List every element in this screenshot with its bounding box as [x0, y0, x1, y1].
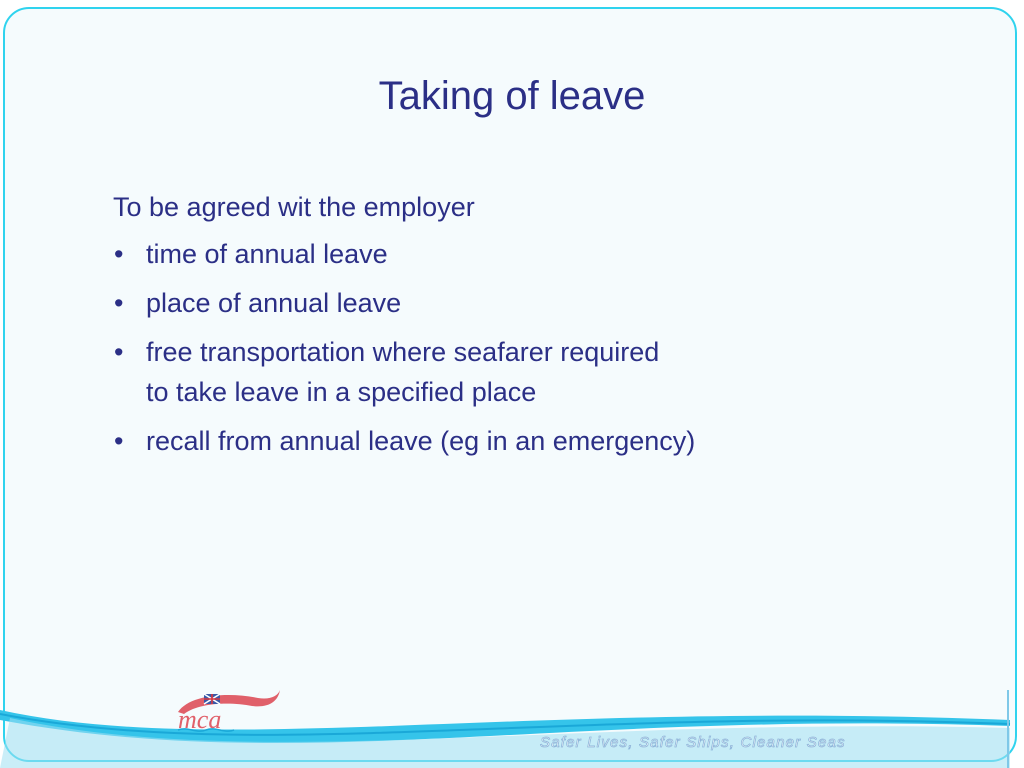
bullet-icon: •	[114, 288, 124, 318]
bullet-text-continuation: to take leave in a specified place	[146, 377, 537, 407]
logo-text: mca	[178, 705, 222, 734]
bullet-icon: •	[114, 239, 124, 269]
footer-tagline: Safer Lives, Safer Ships, Cleaner Seas	[540, 734, 846, 751]
slide-title: Taking of leave	[378, 74, 646, 118]
mca-logo	[170, 688, 282, 734]
bullet-icon: •	[114, 426, 124, 456]
bullet-item	[113, 234, 933, 274]
bullet-text: recall from annual leave (eg in an emergency)	[146, 426, 696, 456]
bullet-text: place of annual leave	[146, 288, 402, 318]
bullet-item	[113, 421, 933, 461]
intro-text: To be agreed wit the employer	[113, 192, 475, 222]
slide-body	[113, 186, 933, 470]
bullet-icon: •	[114, 337, 124, 367]
bullet-text: free transportation where seafarer required	[146, 337, 660, 367]
footer-wave	[0, 680, 1024, 768]
bullet-item	[113, 283, 933, 323]
bullet-list	[113, 234, 933, 461]
bullet-text: time of annual leave	[146, 239, 388, 269]
bullet-item	[113, 332, 933, 412]
